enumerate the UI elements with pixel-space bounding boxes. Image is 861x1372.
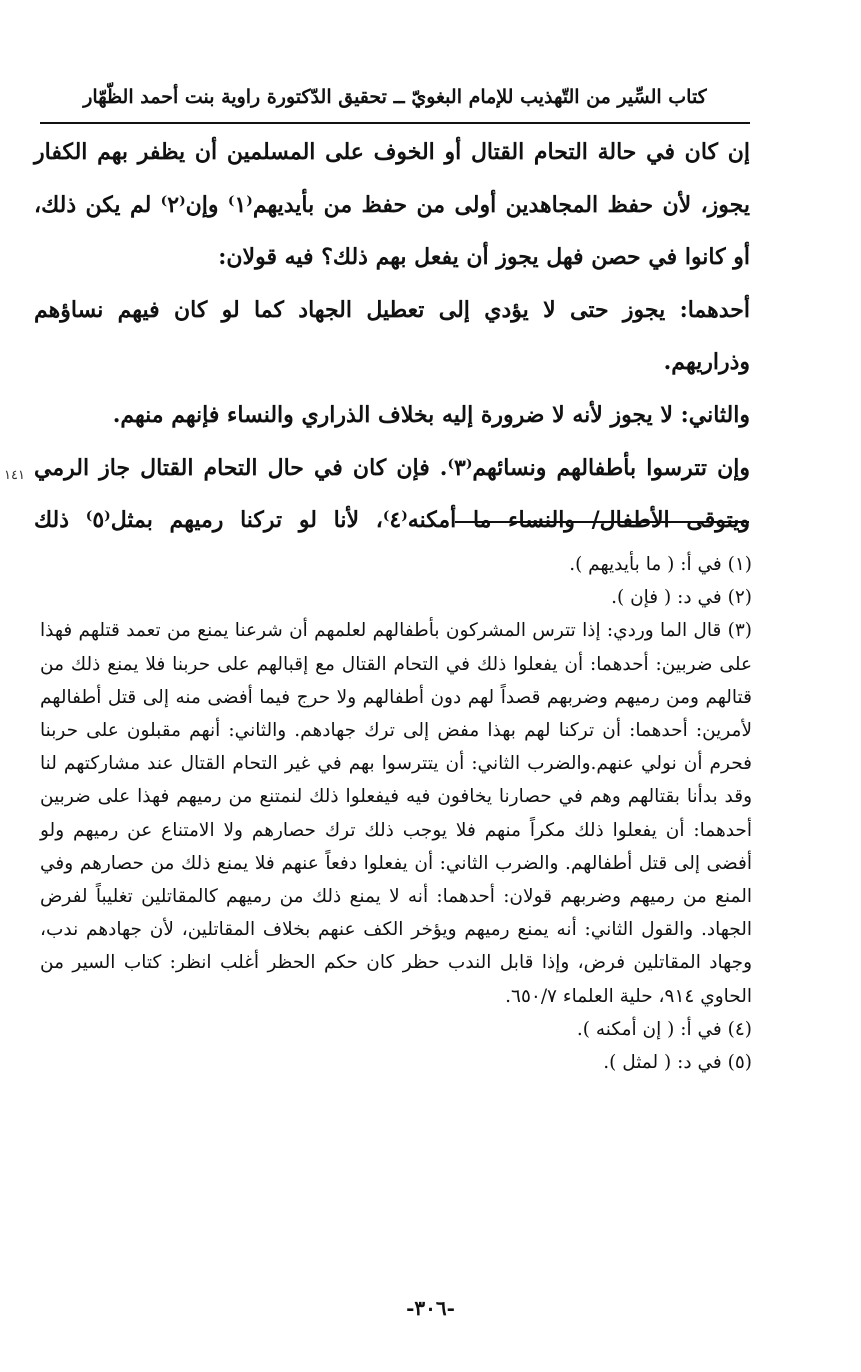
running-header: كتاب السِّير من التّهذيب للإمام البغويّ ــ تحقيق الدّكتورة راوية بنت أحمد الظّهّار xyxy=(83,86,707,108)
footnote: (٢) في د: ( فإن ). xyxy=(611,587,752,609)
main-paragraph: إن كان في حالة التحام القتال أو الخوف على المسلمين أن يظفر بهم الكفار يجوز، لأن حفظ المجاهدين أولى من حفظ من بأيديهم⁽١⁾ وإن⁽٢⁾ لم يكن ذلك، أو كانوا في حصن فهل يجوز أن يفعل بهم ذلك؟ فيه قولان: xyxy=(34,139,750,271)
header-rule xyxy=(40,122,750,124)
page-number: -٣٠٦- xyxy=(406,1296,455,1320)
footnote: (٥) في د: ( لمثل ). xyxy=(603,1052,752,1074)
main-paragraph: وإن تترسوا بأطفالهم ونسائهم⁽٣⁾. فإن كان في حال التحام القتال جاز الرمي ويتوقى الأطفال/ والنساء ما أمكنه⁽٤⁾، لأنا لو تركنا رميهم بمثل⁽٥⁾ ذلك xyxy=(34,454,750,534)
footnote: (٤) في أ: ( إن أمكنه ). xyxy=(576,1018,752,1040)
footnote: (١) في أ: ( ما بأيديهم ). xyxy=(569,554,752,575)
main-paragraph: أحدهما: يجوز حتى لا يؤدي إلى تعطيل الجهاد كما لو كان فيهم نساؤهم وذراريهم. xyxy=(34,296,750,376)
footnote: (٣) قال الما وردي: إذا تترس المشركون بأطفالهم لعلمهم أن شرعنا يمنع من تعمد قتلهم فهذا على ضربين: أحدهما: أن يفعلوا ذلك في التحام القتال مع إقبالهم على حربنا فلا يمنع ذلك من قتالهم ومن رميهم وضربهم قصداً لهم دون أطفالهم ولا حرج فيما أفضى منه إلى قتل أطفالهم لأمرين: أحدهما: أن تركنا لهم بهذا مفض إلى ترك جهادهم. والثاني: أنهم مقبلون على حربنا فحرم أن نولي عنهم.والضرب الثاني: أن يتترسوا بهم في غير التحام القتال عند مشاركتهم لنا وقد بدأنا بقتالهم وهم في حصارنا يخافون فيه فيفعلوا ذلك لنمتنع من رميهم فهذا على ضربين أحدهما: أن يفعلوا ذلك مكراً منهم فلا يوجب ذلك ترك حصارهم ولا الامتناع عن رميهم ولو أفضى إلى قتل أطفالهم. والضرب الثاني: أن يفعلوا دفعاً عنهم فلا يمنع ذلك من حصارهم وفي المنع من رميهم وضربهم قولان: أحدهما: أنه لا يمنع ذلك من رميهم كالمقاتلين تغليباً لفرض الجهاد. والقول الثاني: أنه يمنع رميهم ويؤخر الكف عنهم بخلاف المقاتلين، لأن جهادهم ندب، وجهاد المقاتلين فرض، وإذا قابل الندب حظر كان حكم الحظر أغلب انظر: كتاب السير من الحاوي ٩١٤، حلية العلماء ٦٥٠/٧. xyxy=(40,620,752,1007)
main-paragraph: والثاني: لا يجوز لأنه لا ضرورة إليه بخلاف الذراري والنساء فإنهم منهم. xyxy=(112,401,750,428)
margin-folio-number: ١٤١ xyxy=(4,468,25,483)
footnote-rule xyxy=(455,521,749,523)
footnotes xyxy=(40,548,752,1079)
main-text xyxy=(34,126,750,547)
